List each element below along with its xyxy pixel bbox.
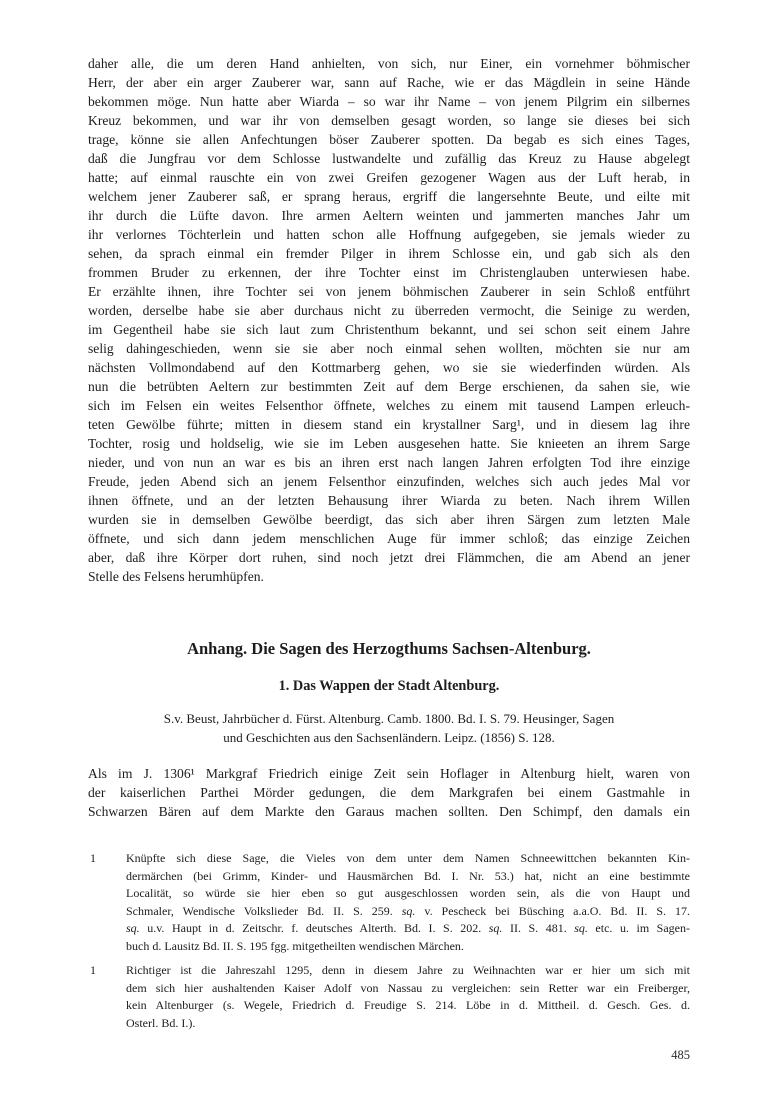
text-line: ihr durch die Lüfte davon. Ihre armen Aeltern weinten und jammerten manches Jahr um [88, 208, 690, 223]
text-line: sich im Felsen ein weites Felsenthor öffnete, welches zu einem mit tausend Lampen erleuch- [88, 398, 690, 413]
text-line: welchem jener Zauberer saß, er sprang heraus, ergriff die langersehnte Beute, und eilte mit [88, 189, 690, 204]
text-line: daß die Jungfrau vor dem Schlosse lustwandelte und zufällig das Kreuz zu Hause abgelegt [88, 151, 690, 166]
text-line: wurden sie in demselben Gewölbe beerdigt, das sich aber ihren Särgen zum letzten Male [88, 512, 690, 527]
footnote-1-marker: 1 [90, 851, 96, 865]
text-line: öffnete, und sich dann jedem menschlichen Auge für immer schloß; das einzige Zeichen [88, 531, 690, 546]
chapter-heading: 1. Das Wappen der Stadt Altenburg. [278, 678, 500, 694]
text-line: Schwarzen Bären auf dem Markte den Garaus machen sollten. Den Schimpf, den damals ein [88, 804, 690, 819]
footnote-1 [88, 850, 690, 955]
text-line: S.v. Beust, Jahrbücher d. Fürst. Altenburg. Camb. 1800. Bd. I. S. 79. Heusinger, Sagen [163, 711, 615, 726]
text-line: Kreuz bekommen, und war ihr von demselben gesagt worden, so lange sie dieses bei sich [88, 113, 690, 128]
text-line: worden, derselbe habe sie aber durchaus nicht zu überreden vermocht, die Seinige zu werden, [88, 303, 690, 318]
text-line: nächsten Vollmondabend auf den Kottmarberg gehen, wo sie sie wiederfinden würden. Als [88, 360, 690, 375]
text-line: Freude, jeden Abend sich an jenem Felsenthor einzufinden, welches sich auch jedes Mal vor [88, 474, 690, 489]
text-line: teten Gewölbe führte; mitten in diesem stand ein krystallner Sarg¹, und in diesem lag ihre [88, 417, 690, 432]
text-line: hatte; auf einmal rauschte ein von zwei Greifen gezogener Wagen aus der Luft herab, in [88, 170, 690, 185]
text-line: Tochter, rosig und holdselig, wie sie im Leben ausgesehen hatte. Sie knieeten an ihrem Sarge [88, 436, 690, 451]
footnote-1-text [126, 850, 690, 955]
footnote-2-text [126, 962, 690, 1032]
text-line: Er erzählte ihnen, ihre Tochter sei von jenem böhmischen Zauberer in sein Schloß entführt [88, 284, 690, 299]
story-paragraph [88, 54, 690, 586]
source-citation [88, 710, 690, 747]
text-line: ihr verlornes Töchterlein und hatten schon alle Hoffnung aufgegeben, sie jemals wieder zu [88, 227, 690, 242]
page-number: 485 [671, 1048, 690, 1062]
text-line: aber, daß ihre Körper dort ruhen, sind noch jetzt drei Flämmchen, die am Abend an jener [88, 550, 690, 565]
text-line: daher alle, die um deren Hand anhielten, von sich, nur Einer, ein vornehmer böhmischer [88, 56, 690, 71]
text-line: nun die betrübten Aeltern zur bestimmten Zeit auf dem Berge erschienen, da sahen sie, wie [88, 379, 690, 394]
text-line: und Geschichten aus den Sachsenländern. Leipz. (1856) S. 128. [223, 729, 555, 745]
appendix-heading: Anhang. Die Sagen des Herzogthums Sachsen-Altenburg. [187, 639, 591, 658]
text-line: Stelle des Felsens herumhüpfen. [88, 569, 264, 584]
text-line: sehen, da sprach einmal ein fremder Pilger in ihrem Schlosse ein, und gab sich als den [88, 246, 690, 261]
text-line: selig dahingeschieden, wenn sie sie aber noch einmal sehen wollten, möchten sie nur am [88, 341, 690, 356]
text-line: nieder, und von nun an war es bis an ihren erst nach langen Jahren erfolgten Tod ihre einzige [88, 455, 690, 470]
footnote-2 [88, 962, 690, 1032]
intro-paragraph [88, 764, 690, 821]
footnote-2-marker: 1 [90, 963, 96, 977]
text-line: im Gegentheil habe sie sich laut zum Christenthum bekannt, und sei schon seit einem Jahre [88, 322, 690, 337]
text-line: kein Altenburger (s. Wegele, Friedrich d. Freudige S. 214. Löbe in d. Mittheil. d. Gesch. Ges. d. [126, 998, 690, 1012]
text-line: sq. u.v. Haupt in d. Zeitschr. f. deutsches Alterth. Bd. I. S. 202. sq. II. S. 481. sq. etc. u. im Sagen- [126, 921, 691, 935]
text-line: Als im J. 1306¹ Markgraf Friedrich einige Zeit sein Hoflager in Altenburg hielt, waren von [88, 766, 690, 781]
text-line: buch d. Lausitz Bd. II. S. 195 fgg. mitgetheilten wendischen Märchen. [126, 938, 464, 953]
text-line: frommen Bruder zu erkennen, der ihre Tochter einst im Christenglauben unterwiesen habe. [88, 265, 690, 280]
footnotes-section [88, 850, 690, 1032]
text-line: Schmaler, Wendische Volkslieder Bd. II. S. 259. sq. v. Pescheck bei Büsching a.a.O. Bd. II. S. 17. [126, 903, 691, 918]
text-line: dermärchen (bei Grimm, Kinder- und Hausmärchen Bd. I. Nr. 53.) hat, nicht an eine bestimmte [126, 868, 690, 883]
text-line: ihnen öffnete, und an der letzten Behausung ihrer Wiarda zu beten. Nach ihrem Willen [88, 493, 690, 508]
text-line: Knüpfte sich diese Sage, die Vieles von dem unter dem Namen Schneewittchen bekannten Kin- [126, 851, 690, 865]
text-line: der kaiserlichen Parthei Mörder gedungen, die dem Markgrafen bei einem Gastmahle in [88, 785, 690, 800]
text-line: trage, könne sie allen Anfechtungen böser Zauberer spotten. Da begab es sich eines Tages, [88, 132, 690, 147]
text-line: Localität, so würde sie hier eben so gut ausgeschlossen worden sein, als die von Haupt und [126, 886, 690, 900]
text-line: Richtiger ist die Jahreszahl 1295, denn in diesem Jahre zu Weihnachten war er hier um sich mit [126, 963, 690, 977]
text-line: Osterl. Bd. I.). [126, 1015, 196, 1030]
text-line: dem sich hier aushaltenden Kaiser Adolf von Nassau zu vergleichen: sein Retter war ein Freiberger, [126, 980, 690, 995]
text-line: bekommen möge. Nun hatte aber Wiarda – so war ihr Name – von jenem Pilgrim ein silbernes [88, 94, 690, 109]
text-column [88, 54, 690, 1039]
text-line: Herr, der aber ein arger Zauberer war, sann auf Rache, wie er das Mägdlein in seine Hände [88, 75, 690, 90]
